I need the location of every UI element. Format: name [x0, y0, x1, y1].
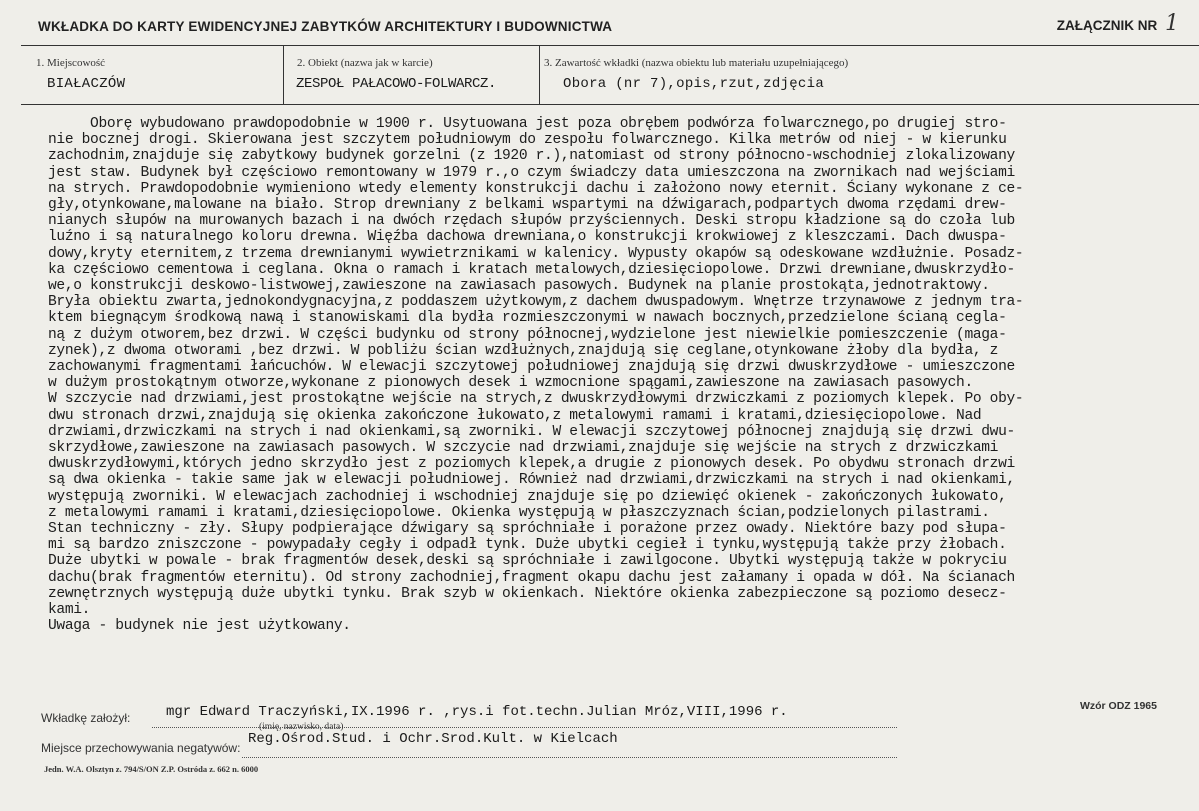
locality-value: BIAŁACZÓW	[47, 76, 126, 92]
description-line: Oborę wybudowano prawdopodobnie w 1900 r. Usytuowana jest poza obrębem podwórza folwarcznego,po drugiej stro-	[48, 116, 1007, 132]
printer-imprint: Jedn. W.A. Olsztyn z. 794/S/ON Z.P. Ostróda z. 662 n. 6000	[44, 764, 259, 774]
author-label: Wkładkę założył:	[41, 711, 131, 725]
description-line: Bryła obiektu zwarta,jednokondygnacyjna,z poddaszem użytkowym,z dachem dwuspadowym. Wnętrze trzynawowe z jednym tra-	[48, 294, 1024, 311]
description-line: jest staw. Budynek był częściowo remontowany w 1979 r.,o czym świadczy data umieszczona na zwornikach nad wejściami	[48, 164, 1015, 181]
form-code: Wzór ODZ 1965	[1079, 700, 1157, 712]
description-line: nianych słupów na murowanych bazach i na dwóch rzędach słupów przyściennych. Deski stropu kładzione są do czoła lub	[48, 213, 1015, 230]
description-line: luźno i są naturalnego koloru drewna. Więźba dachowa drewniana,o konstrukcji krokwiowej z kleszczami. Dach dwuspa-	[48, 229, 1007, 246]
description-line: dowy,kryty eternitem,z trzema drewnianymi wywietrznikami w kalenicy. Wypusty okapów są odeskowane wzdłużnie. Posadz-	[48, 245, 1024, 262]
document-title: WKŁADKA DO KARTY EWIDENCYJNEJ ZABYTKÓW ARCHITEKTURY I BUDOWNICTWA	[38, 19, 613, 34]
description-line: na strych. Prawdopodobnie wymieniono wtedy elementy konstrukcji dachu i założono nowy eternit. Ściany wykonane z ce-	[48, 180, 1024, 197]
description-line: Stan techniczny - zły. Słupy podpierające dźwigary są spróchniałe i porażone przez owady. Niektóre bazy pod słupa-	[48, 521, 1007, 538]
description-line: W szczycie nad drzwiami,jest prostokątne wejście na strych,z dwuskrzydłowymi drzwiczkami z poziomych klepek. Po oby-	[48, 391, 1024, 408]
object-label: 2. Obiekt (nazwa jak w karcie)	[297, 57, 433, 69]
description-line: gły,otynkowane,malowane na biało. Strop drewniany z belkami wspartymi na dźwigarach,podpartych dwoma rzędami drew-	[48, 197, 1007, 214]
description-line: drzwiami,drzwiczkami na strych i nad okienkami,są zworniki. W elewacji szczytowej północnej znajdują się drzwi dwu-	[48, 423, 1015, 440]
attachment-number	[1057, 11, 1179, 36]
storage-label: Miejsce przechowywania negatywów:	[41, 741, 241, 755]
description-line: dwuskrzydłowymi,których jedno skrzydło jest z poziomych klepek,a drugie z pionowych desek. Po obydwu stronach drzwi	[48, 456, 1015, 473]
description-line: ną z dużym otworem,bez drzwi. W części budynku od strony północnej,wydzielone jest niewielkie pomieszczenie (maga-	[48, 326, 1007, 343]
storage-dotted-line	[242, 757, 897, 758]
description-line: Uwaga - budynek nie jest użytkowany.	[48, 618, 351, 635]
description-line: Duże ubytki w powale - brak fragmentów desek,deski są spróchniałe i zawilgocone. Ubytki występują także w pokryciu	[48, 553, 1007, 570]
description-line: ka częściowo cementowa i ceglana. Okna o ramach i kratach metalowych,dziesięciopolowe. Drzwi drewniane,dwuskrzydło-	[48, 261, 1015, 278]
description-line: dwu stronach drzwi,znajdują się okienka zakończone łukowato,z metalowymi ramami i kratami,dziesięciopolowe. Nad	[48, 407, 982, 424]
field-divider-2	[539, 45, 540, 104]
description-line: są dwa okienka - takie same jak w elewacji południowej. Również nad drzwiami,drzwiczkami na strych i nad okienkami,	[48, 472, 1015, 489]
description-line: zachowanymi fragmentami łańcuchów. W elewacji szczytowej południowej znajdują się drzwi dwuskrzydłowe - umieszczone	[48, 359, 1015, 376]
author-value: mgr Edward Traczyński,IX.1996 r. ,rys.i fot.techn.Julian Mróz,VIII,1996 r.	[166, 704, 788, 720]
description-line: nie bocznej drogi. Skierowana jest szczytem południowym do zespołu folwarcznego. Kilka metrów od niej - w kierunku	[48, 132, 1007, 149]
description-line: z metalowymi ramami i kratami,dziesięciopolowe. Okienka występują w płaszczyznach ścian,podzielonych pilastrami.	[48, 504, 990, 521]
object-value: ZESPOŁ PAŁACOWO-FOLWARCZ.	[296, 76, 497, 92]
fields-divider	[21, 104, 1199, 105]
description-line: zynek),z dwoma otworami ,bez drzwi. W pobliżu ścian wzdłużnych,znajdują się ceglane,otynkowane żłoby dla bydła, z	[48, 342, 999, 359]
description-line: występują zworniki. W elewacjach zachodniej i wschodniej znajduje się po dziewięć okienek - zakończonych łukowato,	[48, 488, 1007, 505]
description-line: dachu(brak fragmentów eternitu). Od strony zachodniej,fragment okapu dachu jest załamany i opada w dół. Na ścianach	[48, 569, 1015, 586]
description-line: zewnętrznych występują duże ubytki tynku. Brak szyb w okienkach. Niektóre okienka zabezpieczone są poziomo desecz-	[48, 585, 1007, 602]
storage-value: Reg.Ośrod.Stud. i Ochr.Srod.Kult. w Kielcach	[248, 731, 618, 747]
attachment-number-value: 1	[1165, 11, 1179, 36]
description-line: mi są bardzo zniszczone - powypadały cegły i odpadł tynk. Duże ubytki cegieł i tynku,występują także przy żłobach.	[48, 537, 1007, 554]
description-line: zachodnim,znajduje się zabytkowy budynek gorzelni (z 1920 r.),natomiast od strony północno-wschodniej zlokalizowany	[48, 148, 1015, 165]
field-divider-1	[283, 45, 284, 104]
header-divider	[21, 45, 1199, 46]
locality-label: 1. Miejscowość	[36, 57, 106, 69]
author-hint: (imię, nazwisko, data)	[259, 722, 344, 732]
contents-label: 3. Zawartość wkładki (nazwa obiektu lub materiału uzupełniającego)	[544, 57, 849, 69]
description-line: w dużym prostokątnym otworze,wykonane z pionowych desek i wzmocnione spągami,zawieszone na zawiasach pasowych.	[48, 375, 973, 392]
description-text	[48, 116, 1193, 635]
contents-value: Obora (nr 7),opis,rzut,zdjęcia	[563, 76, 825, 92]
description-line: we,o konstrukcji deskowo-listwowej,zawieszone na zawiasach pasowych. Budynek na planie prostokąta,jednotraktowy.	[48, 278, 990, 295]
description-line: ktem biegnącym środkową nawą i stanowiskami dla bydła rozmieszczonymi w nawach bocznych,przedzielone ścianą cegla-	[48, 310, 1007, 327]
attachment-label: ZAŁĄCZNIK NR	[1056, 18, 1158, 33]
description-line: kami.	[48, 602, 91, 619]
description-line: skrzydłowe,zawieszone na zawiasach pasowych. W szczycie nad drzwiami,znajduje się wejście na strych z drzwiczkami	[48, 440, 999, 457]
